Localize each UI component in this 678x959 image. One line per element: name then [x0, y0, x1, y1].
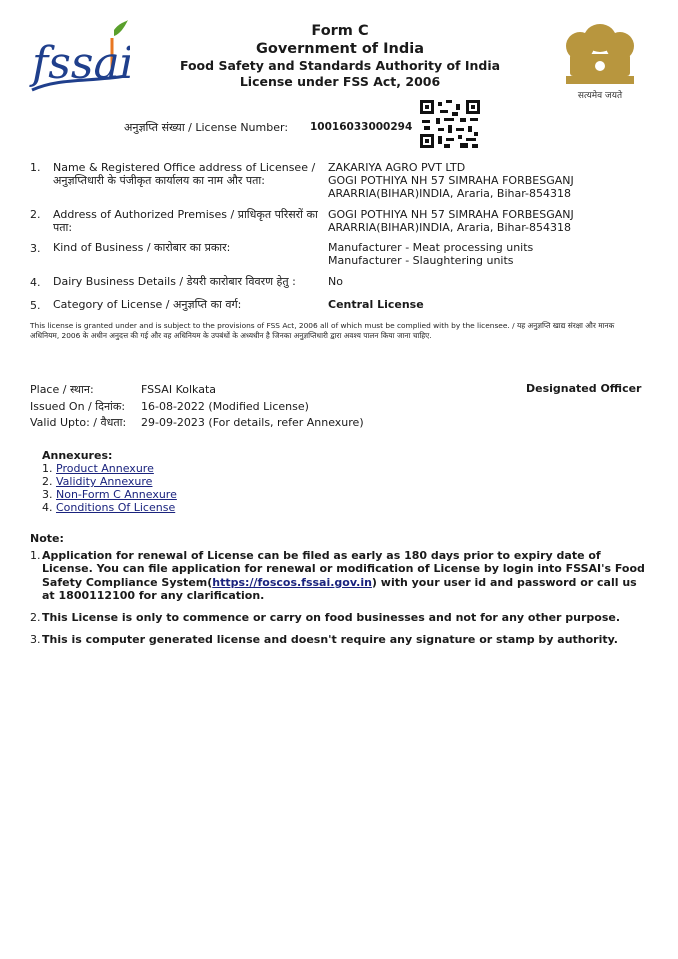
non-form-c-annexure-link[interactable]: Non-Form C Annexure	[56, 488, 177, 501]
note-text	[42, 549, 652, 602]
annexure-number: 1.	[42, 462, 53, 475]
item-4-label: Dairy Business Details / डेयरी कारोबार विवरण हेतु :	[53, 275, 296, 288]
item-3-label: Kind of Business / कारोबार का प्रकार:	[53, 241, 231, 254]
item-2-value	[328, 208, 658, 234]
authority-title: Food Safety and Standards Authority of India	[179, 58, 501, 73]
item-2-value-line: ARARRIA(BIHAR)INDIA, Araria, Bihar-854318	[328, 221, 572, 234]
item-5-label: Category of License / अनुज्ञप्ति का वर्ग:	[53, 298, 242, 311]
note-1-text-start: Application for renewal of License can be filed as early as 180 days prior to expiry date of License. You can file application for renewal or modification of License by login into FSSAI's Food Safety Compliance System(	[42, 549, 645, 589]
item-5-value: Central License	[328, 298, 424, 311]
item-1-value-line: ARARRIA(BIHAR)INDIA, Araria, Bihar-854318	[328, 187, 572, 200]
annexure-item	[42, 462, 177, 475]
document-header	[150, 22, 530, 90]
item-1-value-line: ZAKARIYA AGRO PVT LTD	[328, 161, 466, 174]
designated-officer: Designated Officer	[526, 382, 642, 395]
government-title: Government of India	[255, 41, 425, 57]
annexures-section	[42, 449, 177, 514]
item-1-value	[328, 161, 658, 200]
foscos-link[interactable]: https://foscos.fssai.gov.in	[212, 575, 372, 589]
issued-on-label: Issued On / दिनांक:	[30, 399, 126, 413]
place-values	[141, 382, 364, 432]
item-2-label: Address of Authorized Premises / प्राधिकृत परिसरों का पता:	[53, 208, 318, 234]
note-number: 1.	[30, 549, 41, 562]
item-4-number: 4.	[30, 276, 41, 289]
product-annexure-link[interactable]: Product Annexure	[56, 462, 154, 475]
note-item-3	[30, 633, 652, 646]
place-value: FSSAI Kolkata	[141, 383, 216, 396]
valid-upto-value: 29-09-2023 (For details, refer Annexure)	[141, 416, 364, 429]
note-number: 3.	[30, 633, 41, 647]
license-number-value: 10016033000294	[310, 121, 413, 133]
conditions-of-license-link[interactable]: Conditions Of License	[56, 501, 176, 514]
logo-text: fssai	[32, 38, 130, 89]
item-3-value	[328, 241, 658, 267]
item-1-label: Name & Registered Office address of Licensee / अनुज्ञप्तिधारी के पंजीकृत कार्यालय का नाम और पता:	[53, 161, 316, 187]
emblem-motto: सत्यमेव जयते	[577, 91, 623, 101]
item-3-value-line: Manufacturer - Meat processing units	[328, 241, 534, 254]
note-heading: Note:	[30, 532, 64, 545]
place-label: Place / स्थान:	[30, 383, 94, 396]
validity-annexure-link[interactable]: Validity Annexure	[56, 475, 153, 488]
annexure-number: 3.	[42, 488, 53, 501]
place-labels	[30, 382, 126, 432]
ashoka-emblem-icon	[548, 18, 652, 102]
item-4-value: No	[328, 275, 343, 288]
license-disclaimer: This license is granted under and is subject to the provisions of FSS Act, 2006 all of which must be complied with by the licensee. / यह अनुज्ञप्ति खाद्य संरक्षा और मानक अधिनियम, 2006 के अधीन अनुदत्त की गई और वह अधिनियम के उपबंधों के अध्यधीन है जिनका अनुज्ञप्तिधारी द्वारा अवश्य पालन किया जाना चाहिए.	[30, 321, 615, 340]
item-3-number: 3.	[30, 242, 41, 255]
notes-list	[30, 549, 652, 656]
note-3-text: This is computer generated license and doesn't require any signature or stamp by authority.	[42, 633, 618, 647]
item-1-number: 1.	[30, 161, 41, 174]
annexures-heading: Annexures:	[42, 449, 113, 462]
annexure-number: 2.	[42, 475, 53, 488]
note-1-text-end: ) with your user id and password or call us at 1800112100 for any clarification.	[42, 575, 637, 602]
note-item-1	[30, 549, 652, 602]
note-item-2	[30, 611, 652, 624]
note-2-text: This License is only to commence or carry on food businesses and not for any other purpose.	[42, 611, 621, 625]
note-number: 2.	[30, 611, 41, 625]
item-2-number: 2.	[30, 208, 41, 221]
item-5-number: 5.	[30, 299, 41, 312]
issued-on-value: 16-08-2022 (Modified License)	[141, 399, 309, 413]
valid-upto-label: Valid Upto: / वैधता:	[30, 416, 127, 429]
item-1-value-line: GOGI POTHIYA NH 57 SIMRAHA FORBESGANJ	[328, 174, 574, 187]
item-3-value-line: Manufacturer - Slaughtering units	[328, 254, 514, 267]
license-number-label: अनुज्ञप्ति संख्या / License Number:	[124, 121, 289, 134]
fssai-logo	[28, 18, 130, 100]
annexure-item	[42, 475, 177, 488]
license-under-title: License under FSS Act, 2006	[239, 74, 441, 89]
form-title: Form C	[311, 23, 369, 39]
item-2-value-line: GOGI POTHIYA NH 57 SIMRAHA FORBESGANJ	[328, 208, 574, 221]
annexure-item	[42, 501, 177, 514]
annexure-number: 4.	[42, 501, 53, 514]
annexure-item	[42, 488, 177, 501]
qr-code-icon	[420, 100, 480, 148]
